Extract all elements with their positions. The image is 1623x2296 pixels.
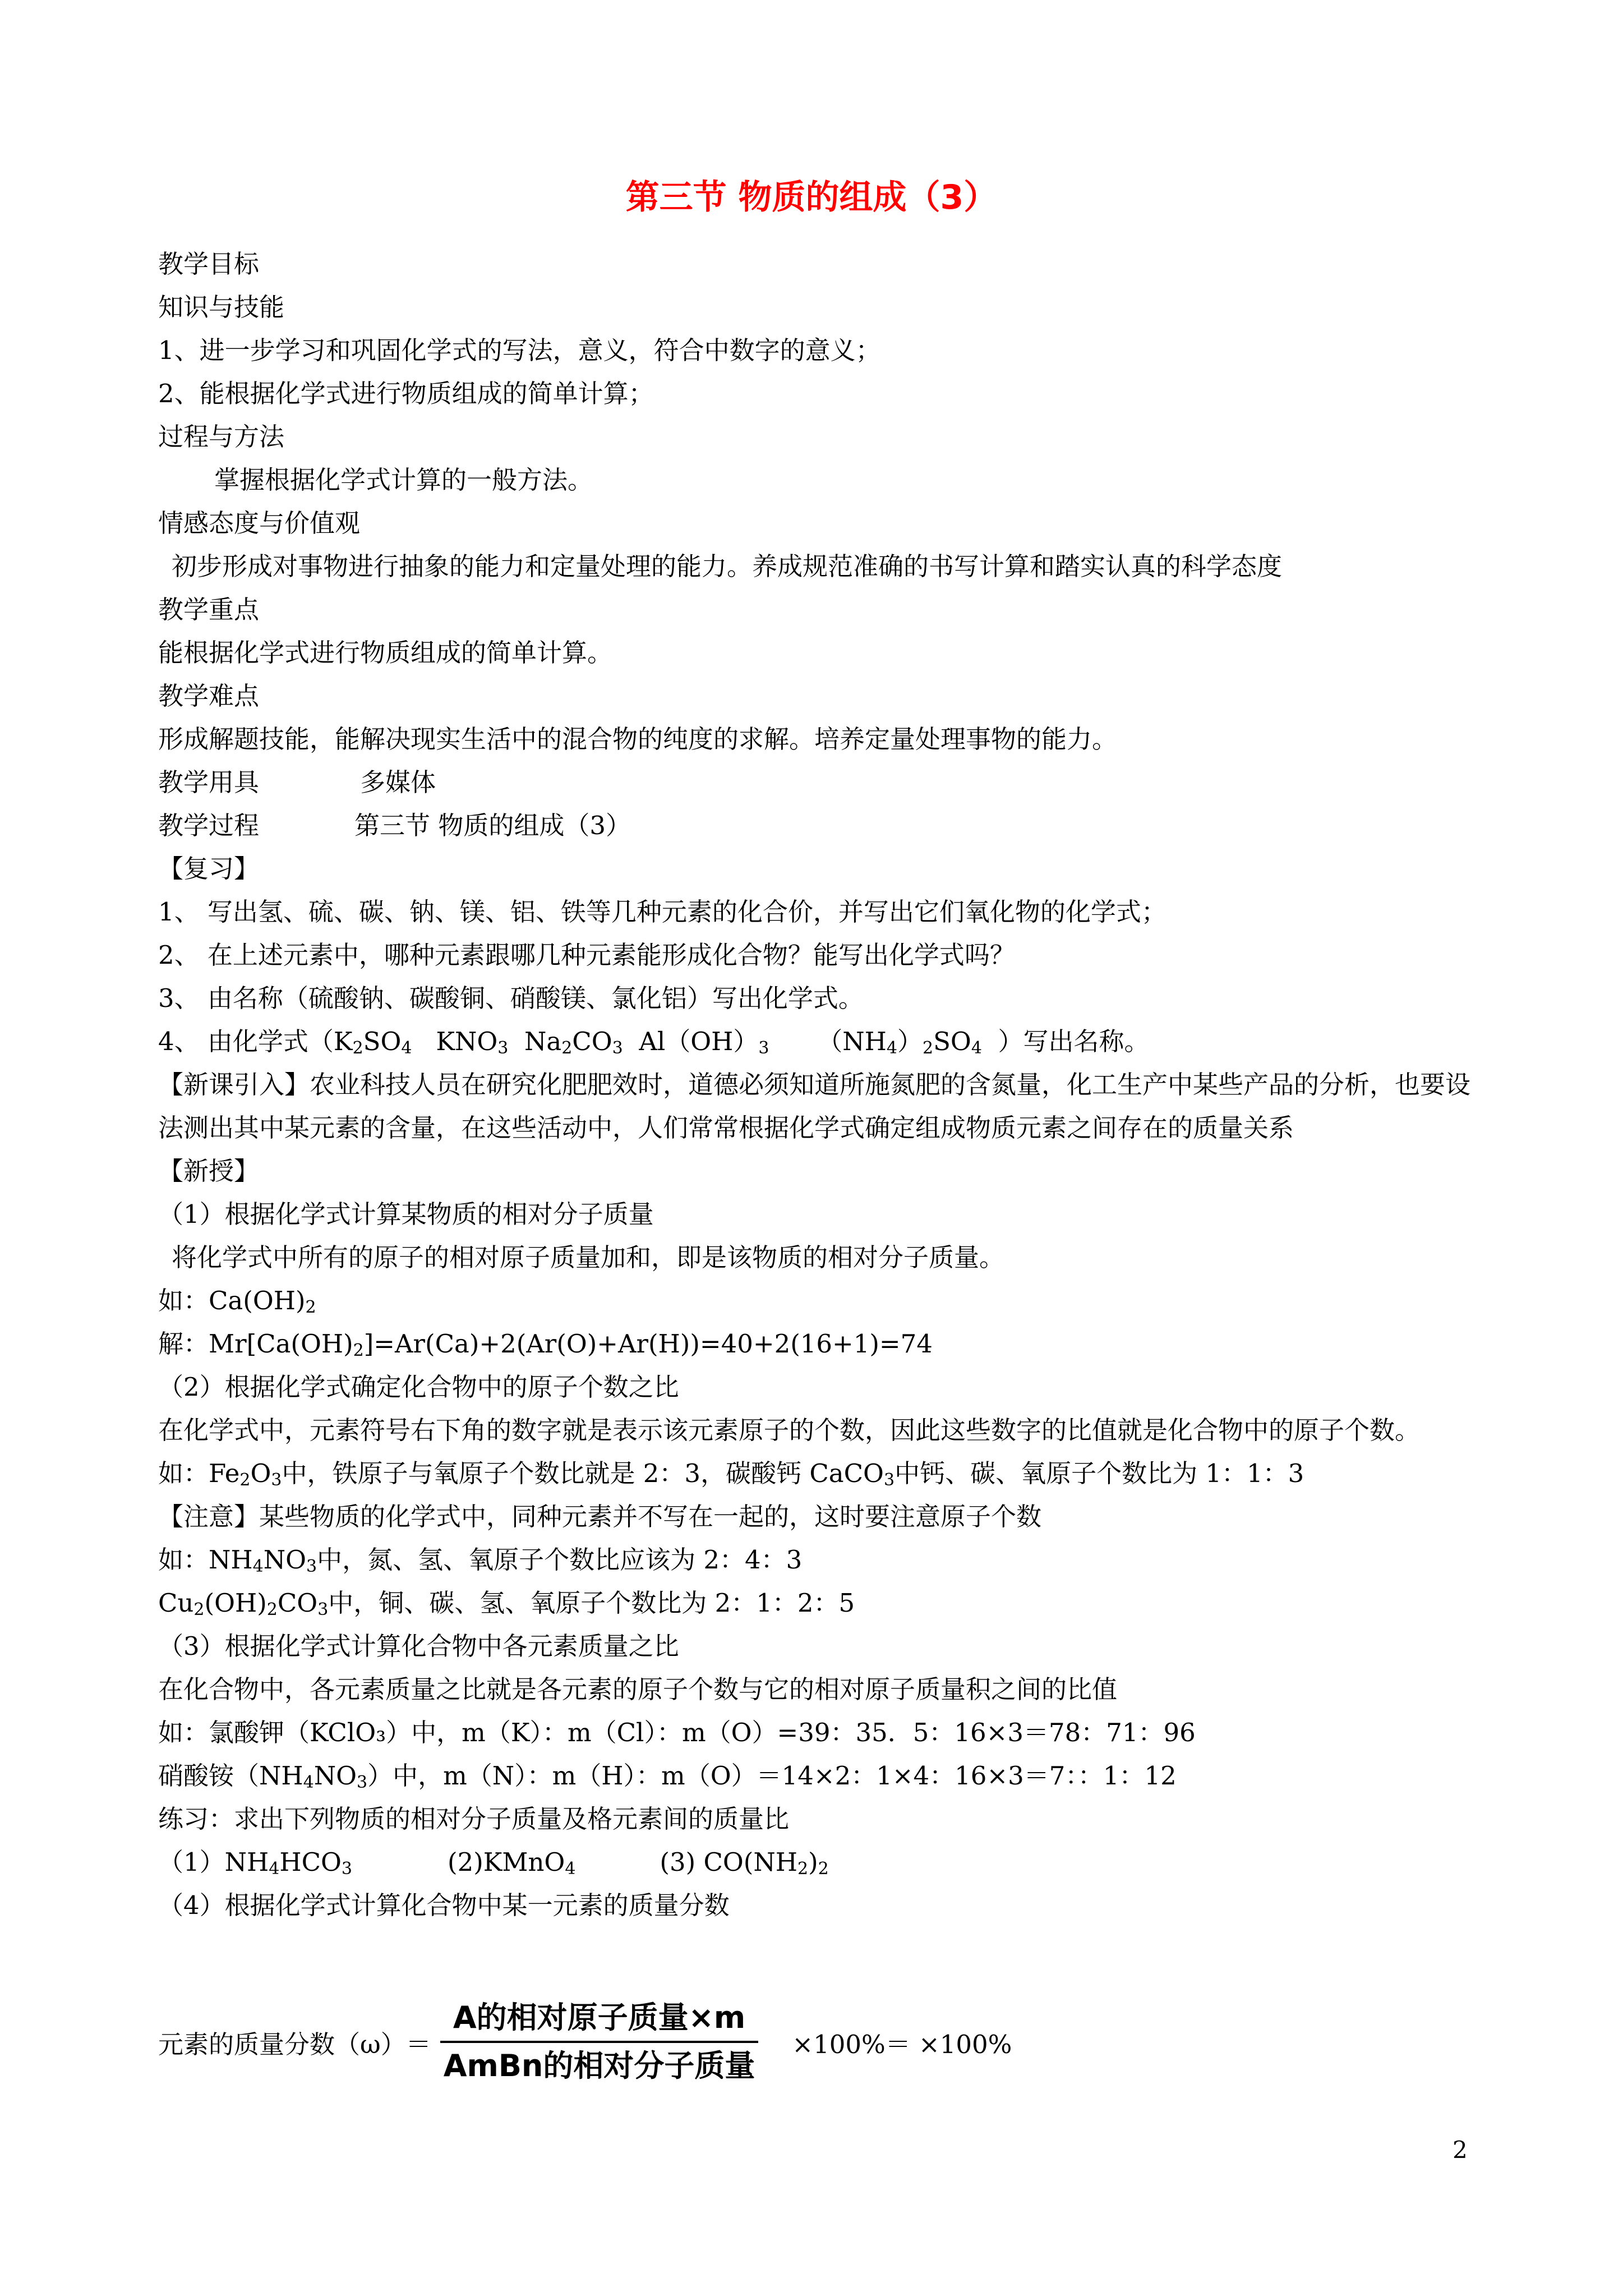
heading-new-lesson: 【新授】 [158,1156,260,1186]
section-1-example: 如：$Ca(OH)_2$ [158,1286,316,1317]
section-1-heading: （1）根据化学式计算某物质的相对分子质量 [158,1199,654,1229]
teaching-tools-line [158,761,1482,804]
formula-tail: ×100%＝ ×100% [792,2029,1012,2059]
section-3-text: 在化合物中，各元素质量之比就是各元素的原子个数与它的相对原子质量积之间的比值 [158,1674,1118,1704]
note-example-2: $Cu_2(OH)_2CO_3$中，铜、碳、氢、氧原子个数比为 2：1：2：5 [158,1588,855,1619]
review-item-4: 4、 由化学式（$K_2SO_4$ $KNO_3$ $Na_2CO_3$ $Al(OH)_3$ $(NH_4)_2SO_4$ ）写出名称。 [158,1027,1150,1058]
section-3-example-2: 硝酸铵$(NH_4NO_3)$中，m（N）：m（H）：m（O）＝14×2：1×4：16×3＝7：：1：12 [158,1761,1177,1792]
exercise-items: $(1)NH_4HCO_3$ (2)KMnO$_4$ (3) $CO(NH_2)_2$ [158,1847,829,1879]
section-2-text: 在化学式中，元素符号右下角的数字就是表示该元素原子的个数，因此这些数字的比值就是化合物中的原子个数。 [158,1415,1421,1445]
attitude-values-text: 初步形成对事物进行抽象的能力和定量处理的能力。养成规范准确的书写计算和踏实认真的科学态度 [172,551,1283,581]
page-title: 第三节 物质的组成（3） [625,178,998,217]
heading-key-points: 教学重点 [158,595,260,624]
review-item-3: 3、 由名称（硫酸钠、碳酸铜、硝酸镁、氯化铝）写出化学式。 [158,983,864,1013]
note-example-1: 如：$NH_4NO_3$中，氮、氢、氧原子个数比应该为 2：4：3 [158,1545,803,1576]
review-item-1: 1、 写出氢、硫、碳、钠、镁、铝、铁等几种元素的化合价，并写出它们氧化物的化学式； [158,897,1166,927]
key-points-text: 能根据化学式进行物质组成的简单计算。 [158,638,613,668]
section-4-heading: （4）根据化学式计算化合物中某一元素的质量分数 [158,1890,730,1920]
note-line: 【注意】某些物质的化学式中，同种元素并不写在一起的，这时要注意原子个数 [158,1502,1042,1531]
formula-numerator: A的相对原子质量×m [453,2000,746,2035]
heading-process-method: 过程与方法 [158,422,285,452]
teaching-tools-label: 教学用具 [158,767,260,797]
heading-review: 【复习】 [158,854,260,884]
formula-label: 元素的质量分数（ω）＝ [158,2029,431,2059]
mass-fraction-formula [158,1997,1012,2087]
formula-fraction [440,1999,759,2085]
difficulties-text: 形成解题技能，能解决现实生活中的混合物的纯度的求解。培养定量处理事物的能力。 [158,724,1118,754]
exercise-heading: 练习：求出下列物质的相对分子质量及格元素间的质量比 [158,1804,790,1834]
review-item-2: 2、 在上述元素中，哪种元素跟哪几种元素能形成化合物？能写出化学式吗？ [158,940,1015,970]
formula-denominator: AmBn的相对分子质量 [443,2048,755,2083]
heading-teaching-goals: 教学目标 [158,249,260,279]
heading-knowledge-skills: 知识与技能 [158,292,285,322]
document-body [158,242,1482,1927]
page-number: 2 [1453,2136,1468,2164]
goal-item-1: 1、进一步学习和巩固化学式的写法，意义，符合中数字的意义； [158,335,881,365]
section-1-text: 将化学式中所有的原子的相对原子质量加和，即是该物质的相对分子质量。 [172,1243,1005,1272]
section-3-heading: （3）根据化学式计算化合物中各元素质量之比 [158,1631,679,1661]
section-2-example: 如：$Fe_2O_3$中，铁原子与氧原子个数比就是 2：3，碳酸钙 CaCO$_3$中钙、碳、氧原子个数比为 1：1：3 [158,1458,1304,1490]
teaching-tools-value: 多媒体 [360,767,436,797]
teaching-process-label: 教学过程 [158,811,260,840]
teaching-process-value: 第三节 物质的组成（3） [354,811,631,840]
goal-item-2: 2、能根据化学式进行物质组成的简单计算； [158,379,654,408]
new-lesson-intro: 【新课引入】农业科技人员在研究化肥肥效时，道德必须知道所施氮肥的含氮量，化工生产中某些产品的分析，也要设法测出其中某元素的含量，在这些活动中，人们常常根据化学式确定组成物质元素之间存在的质量关系 [158,1070,1471,1143]
heading-attitude-values: 情感态度与价值观 [158,508,361,538]
heading-difficulties: 教学难点 [158,681,260,711]
section-2-heading: （2）根据化学式确定化合物中的原子个数之比 [158,1372,679,1402]
section-3-example-1: 如：氯酸钾（KClO₃）中，m（K）：m（Cl）：m（O）=39：35．5：16×3＝78：71：96 [158,1718,1196,1747]
teaching-process-line [158,804,1482,847]
section-1-solution: 解：$Mr[Ca(OH)_2]=Ar(Ca)+2(Ar(O)+Ar(H))=40+2(16+1)=74$ [158,1329,933,1360]
process-method-text: 掌握根据化学式计算的一般方法。 [214,465,593,495]
